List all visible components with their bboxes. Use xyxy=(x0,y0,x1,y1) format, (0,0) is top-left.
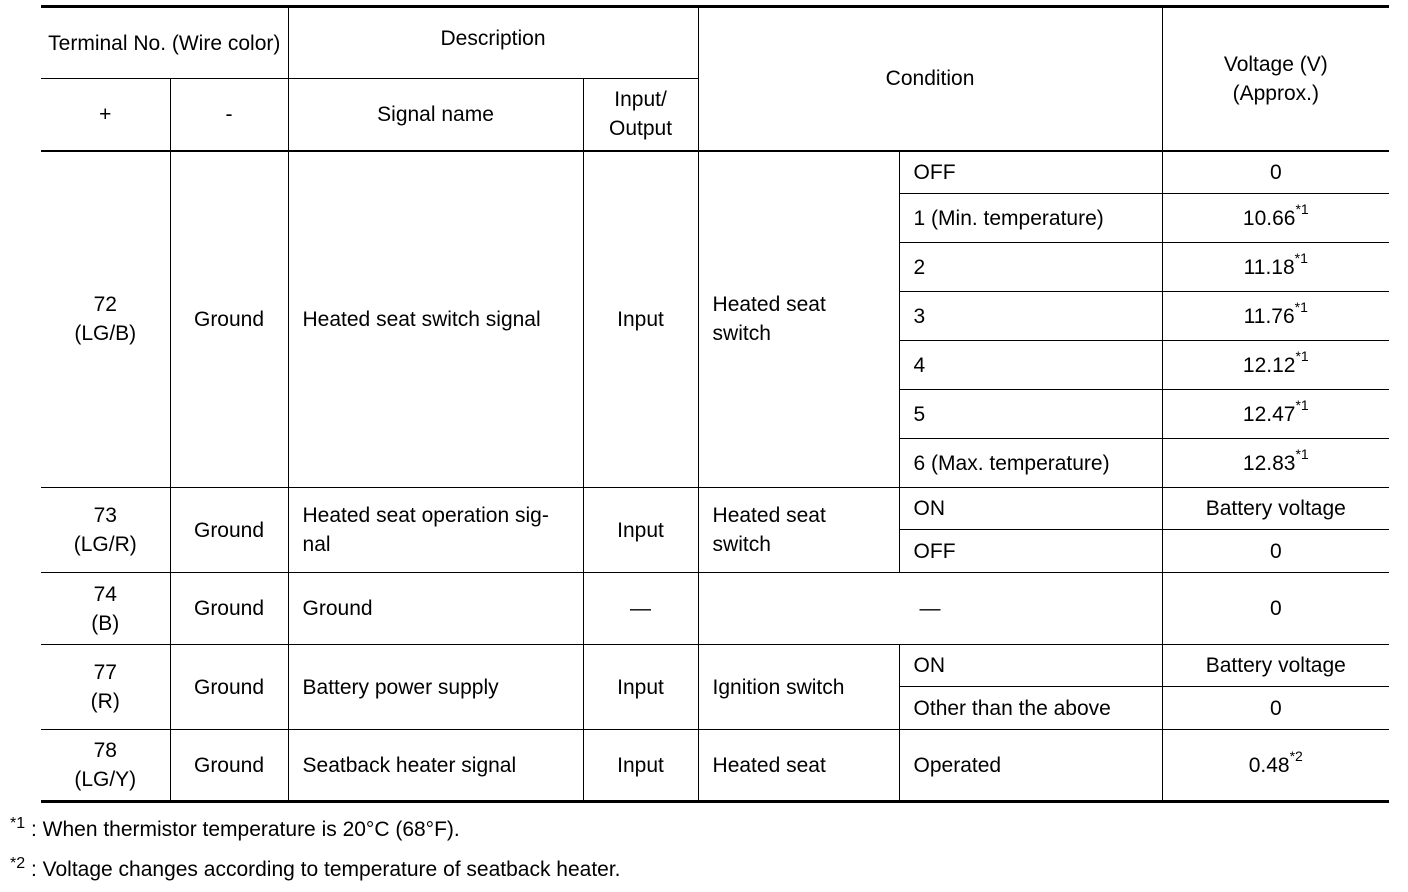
condition-cell: 3 xyxy=(899,292,1162,341)
io-cell: Input xyxy=(583,151,698,488)
terminal-cell: 74 (B) xyxy=(41,573,170,645)
footnote-mark: *2 xyxy=(1289,747,1303,764)
terminal-spec-table xyxy=(41,5,1389,803)
table-row xyxy=(41,730,1389,802)
condition-group-cell: Heated seat switch xyxy=(698,488,899,573)
signal-name-cell: Heated seat switch signal xyxy=(288,151,583,488)
table-row xyxy=(41,488,1389,530)
io-cell: Input xyxy=(583,645,698,730)
io-cell: Input xyxy=(583,488,698,573)
header-plus: + xyxy=(41,79,170,151)
io-cell: — xyxy=(583,573,698,645)
condition-group-cell: Ignition switch xyxy=(698,645,899,730)
header-condition: Condition xyxy=(698,7,1162,151)
table-row xyxy=(41,151,1389,194)
voltage-cell: 0 xyxy=(1162,687,1389,730)
io-cell: Input xyxy=(583,730,698,802)
voltage-cell: 0 xyxy=(1162,573,1389,645)
condition-cell: ON xyxy=(899,645,1162,687)
footnote-mark: *1 xyxy=(1295,200,1309,217)
footnote xyxy=(10,850,1390,890)
table-row xyxy=(41,573,1389,645)
terminal-cell: 78 (LG/Y) xyxy=(41,730,170,802)
footnote-mark: *1 xyxy=(1295,445,1309,462)
condition-cell: Other than the above xyxy=(899,687,1162,730)
terminal-cell: 77 (R) xyxy=(41,645,170,730)
condition-cell: 1 (Min. temperature) xyxy=(899,194,1162,243)
ground-cell: Ground xyxy=(170,488,288,573)
voltage-cell: Battery voltage xyxy=(1162,488,1389,530)
header-input-output: Input/ Output xyxy=(583,79,698,151)
condition-cell: 5 xyxy=(899,390,1162,439)
ground-cell: Ground xyxy=(170,730,288,802)
footnote-mark: *1 xyxy=(1295,396,1309,413)
condition-cell: 4 xyxy=(899,341,1162,390)
ground-cell: Ground xyxy=(170,573,288,645)
voltage-cell: 12.12$^{*1}$ xyxy=(1162,341,1389,390)
voltage-cell: 0 xyxy=(1162,530,1389,573)
condition-group-cell: Heated seat switch xyxy=(698,151,899,488)
voltage-cell: 10.66$^{*1}$ xyxy=(1162,194,1389,243)
footnotes xyxy=(10,810,1390,890)
voltage-cell: Battery voltage xyxy=(1162,645,1389,687)
header-description: Description xyxy=(288,7,698,79)
header-voltage: Voltage (V) (Approx.) xyxy=(1162,7,1389,151)
condition-cell: 2 xyxy=(899,243,1162,292)
signal-name-cell: Seatback heater signal xyxy=(288,730,583,802)
voltage-cell: 0 xyxy=(1162,151,1389,194)
condition-cell: ON xyxy=(899,488,1162,530)
terminal-cell: 73 (LG/R) xyxy=(41,488,170,573)
header-terminal-no: Terminal No. (Wire color) xyxy=(41,7,288,79)
voltage-cell: 11.76$^{*1}$ xyxy=(1162,292,1389,341)
footnote-text: : Voltage changes according to temperature of seatback heater. xyxy=(30,858,621,881)
condition-cell: OFF xyxy=(899,151,1162,194)
table-row xyxy=(41,645,1389,687)
header-signal-name: Signal name xyxy=(288,79,583,151)
footnote-text: : When thermistor temperature is 20°C (68°F). xyxy=(30,818,460,841)
condition-cell: — xyxy=(698,573,1162,645)
signal-name-cell: Battery power supply xyxy=(288,645,583,730)
header-minus: - xyxy=(170,79,288,151)
footnote-mark: *1 xyxy=(1295,347,1309,364)
condition-cell: 6 (Max. temperature) xyxy=(899,439,1162,488)
signal-name-cell: Ground xyxy=(288,573,583,645)
ground-cell: Ground xyxy=(170,645,288,730)
voltage-cell: 12.47$^{*1}$ xyxy=(1162,390,1389,439)
voltage-cell: 12.83$^{*1}$ xyxy=(1162,439,1389,488)
footnote xyxy=(10,810,1390,850)
condition-group-cell: Heated seat xyxy=(698,730,899,802)
footnote-mark: *1 xyxy=(1294,249,1308,266)
terminal-cell: 72 (LG/B) xyxy=(41,151,170,488)
condition-cell: Operated xyxy=(899,730,1162,802)
footnote-mark: *1 xyxy=(1294,298,1308,315)
signal-name-cell: Heated seat operation sig-nal xyxy=(288,488,583,573)
voltage-cell: 0.48$^{*2}$ xyxy=(1162,730,1389,802)
voltage-cell: 11.18$^{*1}$ xyxy=(1162,243,1389,292)
condition-cell: OFF xyxy=(899,530,1162,573)
ground-cell: Ground xyxy=(170,151,288,488)
footnote-mark: *2 xyxy=(10,855,26,872)
footnote-mark: *1 xyxy=(10,815,26,832)
